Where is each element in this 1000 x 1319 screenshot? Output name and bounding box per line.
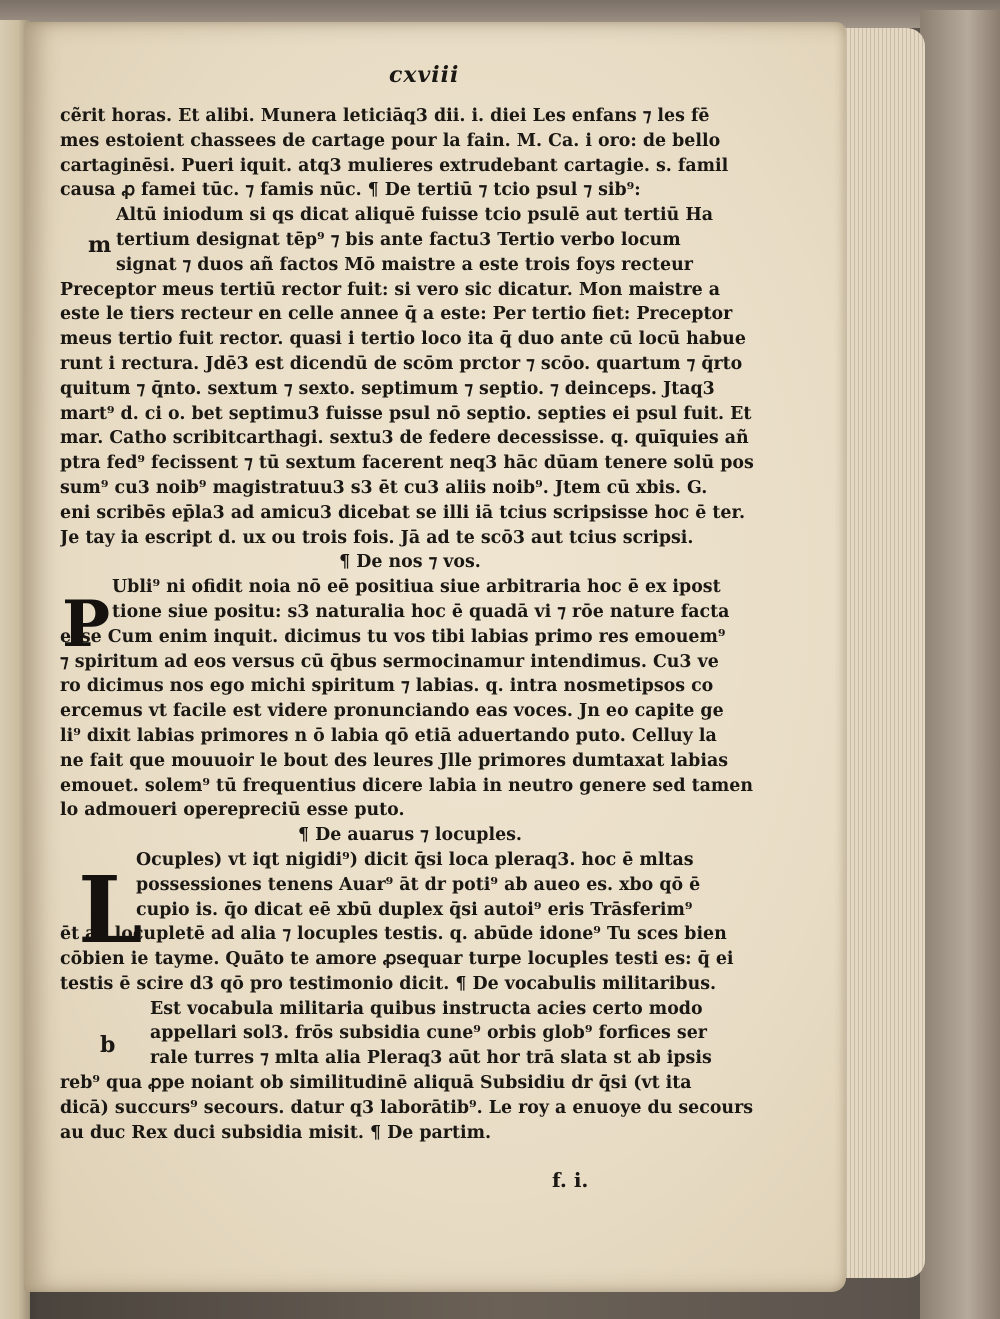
text-line: mes estoient chassees de cartage pour la fain. M. Ca. i oro: de bello [60, 130, 721, 151]
section-heading: ¶ De nos ⁊ vos. [339, 552, 481, 573]
text-line: au duc Rex duci subsidia misit. ¶ De partim. [60, 1122, 492, 1143]
text-line: meus tertio fuit rector. quasi i tertio loco ita q̄ duo ante cū locū habue [60, 329, 746, 350]
margin-letter-b: b [100, 1032, 116, 1058]
text-line: tione siue positu: s3 naturalia hoc ē quadā vi ⁊ rōe nature facta [112, 601, 730, 622]
text-line: reb⁹ qua ꝓpe noiant ob similitudinē aliquā Subsidiu dr q̄si (vt ita [60, 1073, 692, 1094]
text-line: quitum ⁊ q̄nto. sextum ⁊ sexto. septimum ⁊ septio. ⁊ deinceps. Jtaq3 [60, 378, 715, 399]
text-line: esse Cum enim inquit. dicimus tu vos tibi labias primo res emouem⁹ [60, 626, 726, 647]
text-line: ptra fed⁹ fecissent ⁊ tū sextum facerent neq3 hāc dūam tenere solū pos [60, 453, 754, 474]
text-line: testis ē scire d3 qō pro testimonio dicit. ¶ De vocabulis militaribus. [60, 973, 717, 994]
text-line: ēt ad locupletē ad alia ⁊ locuples testis. q. abūde idone⁹ Tu sces bien [60, 924, 727, 945]
text-line: dicā) succurs⁹ secours. datur q3 laborātib⁹. Le roy a enuoye du secours [60, 1097, 754, 1118]
text-line: lo admoueri operepreciū esse puto. [60, 800, 405, 821]
page-edges [835, 28, 925, 1278]
decorated-initial-p: P [62, 587, 111, 662]
text-line: ro dicimus nos ego michi spiritum ⁊ labias. q. intra nosmetipsos co [60, 676, 714, 697]
text-line: Preceptor meus tertiū rector fuit: si vero sic dicatur. Mon maistre a [60, 279, 721, 300]
text-line: Ocuples) vt iqt nigidi⁹) dicit q̄si loca pleraq3. hoc ē mltas [136, 849, 694, 870]
text-line: Est vocabula militaria quibus instructa acies certo modo [150, 998, 703, 1019]
text-line: tertium designat tēp⁹ ⁊ bis ante factu3 Tertio verbo locum [116, 229, 681, 250]
text-line: cẽrit horas. Et alibi. Munera leticiāq3 dii. i. diei Les enfans ⁊ les fē [60, 106, 710, 126]
text-line: rale turres ⁊ mlta alia Pleraq3 aūt hor trā slata st ab ipsis [150, 1048, 712, 1069]
text-line: signat ⁊ duos añ factos Mō maistre a este trois foys recteur [116, 254, 693, 275]
book-cover-right [920, 10, 1000, 1319]
text-line: cupio is. q̄o dicat eē xbū duplex q̄si autoi⁹ eris Trāsferim⁹ [136, 899, 693, 920]
text-line: eni scribēs ep̄la3 ad amicu3 dicebat se illi iā tcius scripsisse hoc ē ter. [60, 502, 746, 523]
text-line: appellari sol3. frōs subsidia cune⁹ orbis glob⁹ forfices ser [150, 1023, 707, 1044]
section-heading: ¶ De auarus ⁊ locuples. [298, 825, 522, 846]
text-line: Je tay ia escript d. ux ou trois fois. Jā ad te scō3 aut tcius scripsi. [60, 527, 694, 548]
text-line: causa ꝓ famei tūc. ⁊ famis nūc. ¶ De tertiū ⁊ tcio psul ⁊ sib⁹: [60, 180, 641, 201]
folio-number: cxviii [389, 62, 460, 88]
text-line: ercemus vt facile est videre pronunciando eas voces. Jn eo capite ge [60, 701, 724, 722]
text-line: mart⁹ d. ci o. bet septimu3 fuisse psul nō septio. septies ei psul fuit. Et [60, 403, 752, 424]
text-line: cartaginēsi. Pueri iquit. atq3 mulieres extrudebant cartagie. s. famil [60, 155, 729, 176]
text-line: sum⁹ cu3 noib⁹ magistratuu3 s3 ēt cu3 aliis noib⁹. Jtem cū xbis. G. [60, 477, 708, 498]
text-line: Ubli⁹ ni ofidit noia nō eē positiua siue arbitraria hoc ē ex ipost [112, 577, 721, 598]
decorated-initial-l: L [78, 856, 143, 964]
book-page [24, 22, 846, 1292]
text-line: ⁊ spiritum ad eos versus cū q̄bus sermocinamur intendimus. Cu3 ve [60, 651, 719, 672]
body-text [60, 104, 760, 1145]
text-line: runt i rectura. Jdē3 est dicendū de scōm prctor ⁊ scōo. quartum ⁊ q̄rto [60, 353, 743, 374]
text-line: cōbien ie tayme. Quāto te amore ꝓsequar turpe locuples testi es: q̄ ei [60, 949, 734, 970]
text-line: ne fait que mouuoir le bout des leures Jlle primores dumtaxat labias [60, 750, 729, 771]
text-line: este le tiers recteur en celle annee q̄ a este: Per tertio fiet: Preceptor [60, 304, 733, 325]
signature-mark: f. i. [552, 1168, 589, 1192]
text-line: mar. Catho scribitcarthagi. sextu3 de federe decessisse. q. quīquies añ [60, 428, 749, 449]
text-line: possessiones tenens Auar⁹ āt dr poti⁹ ab aueo es. xbo qō ē [136, 874, 701, 895]
text-line: emouet. solem⁹ tū frequentius dicere labia in neutro genere sed tamen [60, 775, 753, 796]
margin-letter-m: m [88, 232, 112, 258]
text-line: Altū iniodum si qs dicat aliquē fuisse tcio psulē aut tertiū Ha [116, 205, 714, 226]
text-line: li⁹ dixit labias primores n ō labia qō etiā aduertando puto. Celluy la [60, 725, 717, 746]
